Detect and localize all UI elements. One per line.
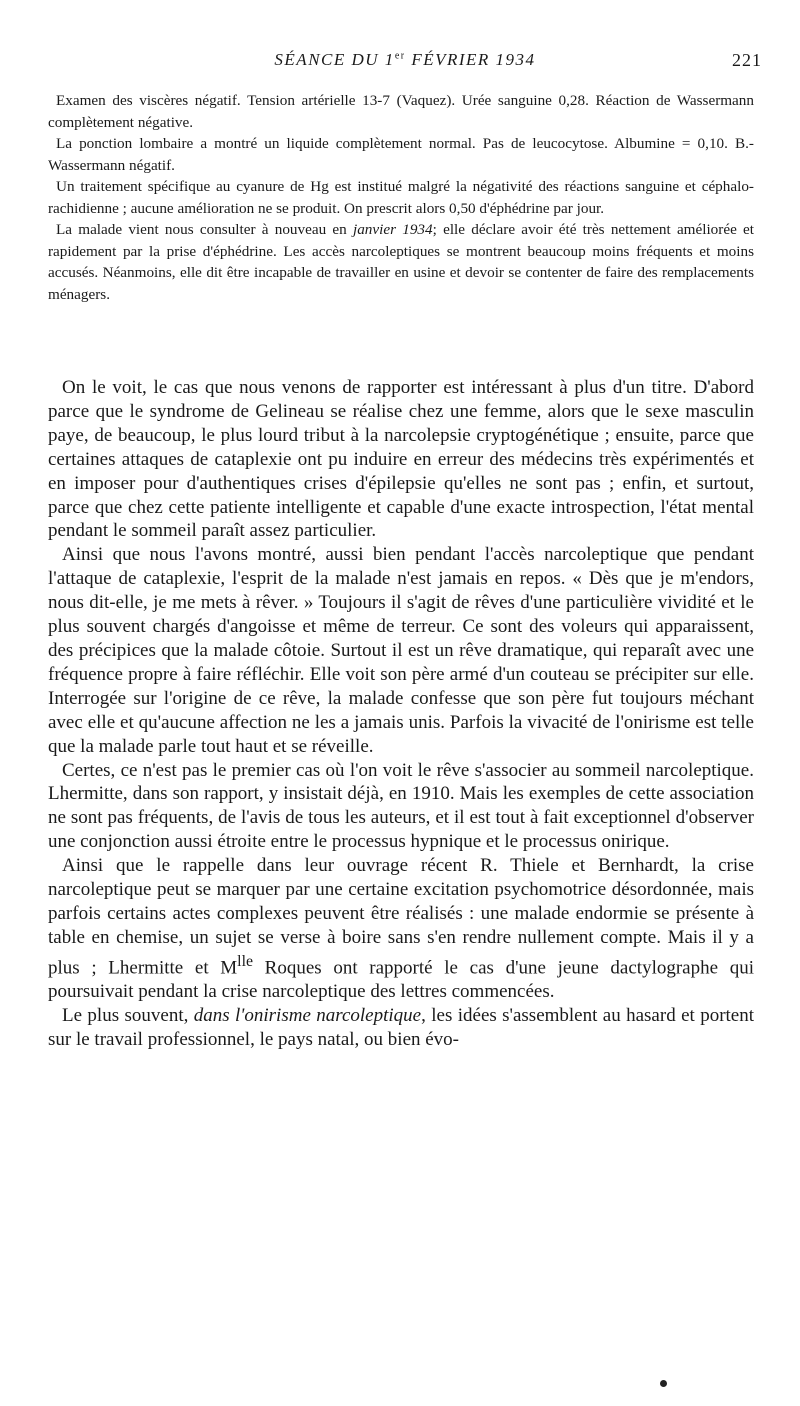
case-paragraph-2: La ponction lombaire a montré un liquide complètement normal. Pas de leucocytose. Albumine = 0,10. B.-Wassermann négatif. bbox=[48, 135, 754, 174]
case-paragraph-4-end: ; elle déclare avoir été très nettement améliorée et rapidement par la prise d'éphédrine. Les accès narcoleptiques se montrent beaucoup moins fréquents et moins accusés. Néanmoins, elle dit être incapable de travailler en usine et devoir se contenter de faire des remplacements ménagers. bbox=[48, 221, 754, 303]
discussion-block bbox=[48, 376, 754, 1052]
discussion-paragraph-4 bbox=[48, 854, 754, 1004]
running-head-pre: SÉANCE DU 1 bbox=[274, 50, 395, 69]
discussion-paragraph-5-start: Le plus souvent, bbox=[62, 1004, 194, 1026]
running-head bbox=[48, 50, 762, 70]
case-report-block bbox=[48, 90, 754, 305]
case-paragraph-1: Examen des viscères négatif. Tension artérielle 13-7 (Vaquez). Urée sanguine 0,28. Réaction de Wassermann complètement négative. bbox=[48, 92, 754, 131]
onirism-emphasis: dans l'onirisme narcoleptique bbox=[193, 1004, 422, 1026]
page-header bbox=[48, 50, 762, 80]
case-paragraph-3: Un traitement spécifique au cyanure de Hg est institué malgré la négativité des réactions sanguine et céphalo-rachidienne ; aucune amélioration ne se produit. On prescrit alors 0,50 d'éphédrine par jour. bbox=[48, 178, 754, 217]
running-head-superscript: er bbox=[394, 50, 406, 62]
discussion-paragraph-1: On le voit, le cas que nous venons de rapporter est intéressant à plus d'un titre. D'abord parce que le syndrome de Gelineau se réalise chez une femme, alors que le sexe masculin paye, de beaucoup, le plus lourd tribut à la narcolepsie cryptogénétique ; ensuite, parce que certaines attaques de cataplexie ont pu induire en erreur des médecins très expérimentés et en imposer pour d'authentiques crises d'épilepsie qu'elles ne sont pas ; enfin, et surtout, parce que chez cette patiente intelligente et capable d'une exacte introspection, l'état mental pendant le sommeil paraît assez particulier. bbox=[48, 377, 754, 542]
title-abbreviation-superscript: lle bbox=[237, 952, 253, 970]
discussion-paragraph-4-start: Ainsi que le rappelle dans leur ouvrage récent R. Thiele et Bernhardt, la crise narcoleptique peut se marquer par une certaine excitation psychomotrice désordonnée, mais parfois certains actes complexes peuvent être réalisés : une malade endormie se présente à table en chemise, un sujet se verse à boire sans s'en rendre nullement compte. Mais il y a plus ; Lhermitte et M bbox=[48, 855, 754, 979]
discussion-paragraph-5-end: , les idées s'assemblent au hasard et portent sur le travail professionnel, le pays natal, ou bien évo- bbox=[48, 1004, 755, 1050]
running-head-post: FÉVRIER 1934 bbox=[405, 50, 536, 69]
discussion-paragraph-3: Certes, ce n'est pas le premier cas où l'on voit le rêve s'associer au sommeil narcoleptique. Lhermitte, dans son rapport, y insistait déjà, en 1910. Mais les exemples de cette association ne sont pas fréquents, de l'avis de tous les auteurs, et il est tout à fait exceptionnel d'observer une conjonction aussi étroite entre le processus hypnique et le processus onirique. bbox=[48, 759, 754, 853]
discussion-paragraph-2: Ainsi que nous l'avons montré, aussi bien pendant l'accès narcoleptique que pendant l'attaque de cataplexie, l'esprit de la malade n'est jamais en repos. « Dès que je m'endors, nous dit-elle, je me mets à rêver. » Toujours il s'agit de rêves d'une particulière vividité et le plus souvent chargés d'angoisse et même de terreur. Ce sont des voleurs qui apparaissent, des précipices que la malade côtoie. Surtout il est un rêve dramatique, qui reparaît avec une fréquence propre à faire réfléchir. Elle voit son père armé d'un couteau se précipiter sur elle. Interrogée sur l'origine de ce rêve, la malade confesse que son père fut toujours méchant avec elle et qu'aucune affection ne les a jamais unis. Parfois la vivacité de l'onirisme est telle que la malade parle tout haut et se réveille. bbox=[48, 544, 754, 757]
page-number: 221 bbox=[732, 50, 762, 70]
case-paragraph-4-start: La malade vient nous consulter à nouveau en bbox=[56, 221, 353, 238]
date-emphasis: janvier 1934 bbox=[352, 221, 433, 238]
ink-dot bbox=[660, 1380, 667, 1387]
discussion-paragraph-4-end: Roques ont rapporté le cas d'une jeune dactylographe qui poursuivait pendant la crise narcoleptique des lettres commencées. bbox=[48, 957, 754, 1002]
case-paragraph-4 bbox=[48, 219, 754, 305]
discussion-paragraph-5 bbox=[48, 1004, 754, 1052]
